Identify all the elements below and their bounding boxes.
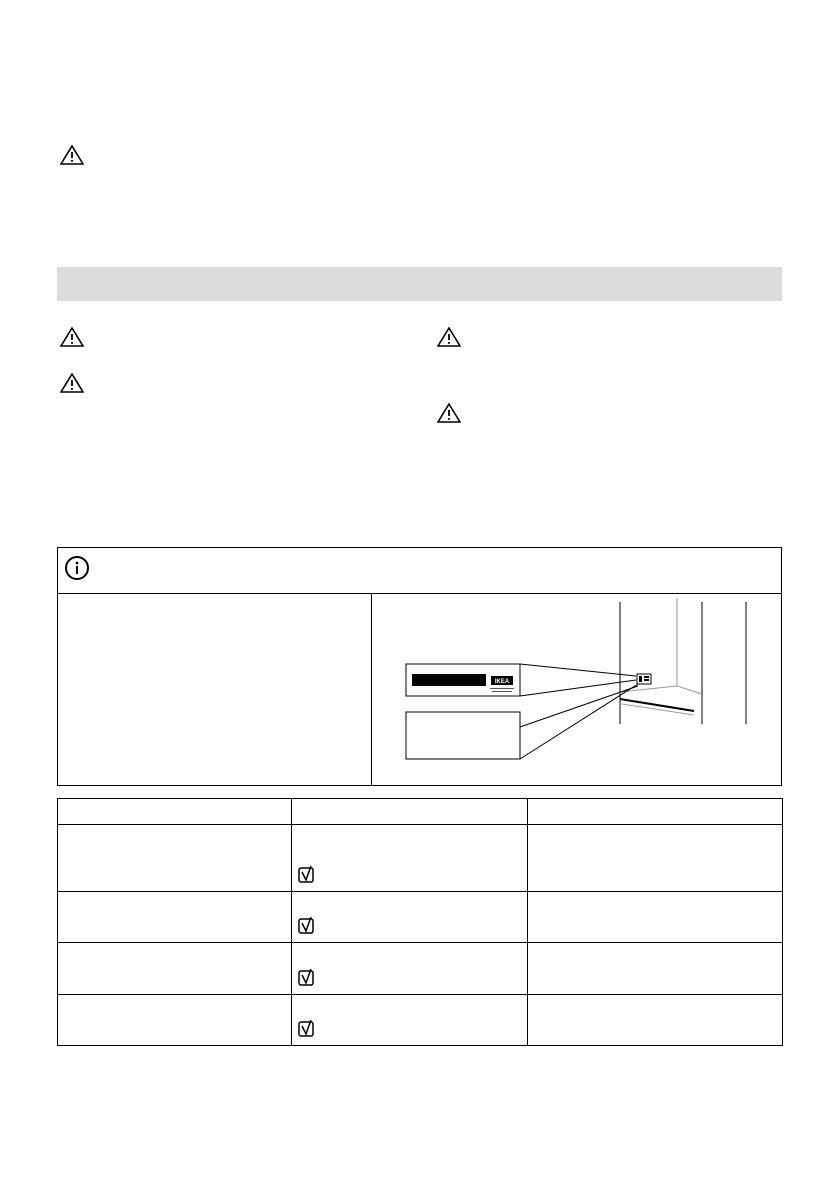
table-header-cell <box>292 799 528 825</box>
table-header-row <box>58 799 783 825</box>
details-table <box>57 798 783 1046</box>
table-cell <box>292 943 528 995</box>
table-cell <box>528 995 783 1046</box>
warning-triangle-icon <box>437 403 461 423</box>
table-row <box>58 825 783 892</box>
table-cell <box>292 995 528 1046</box>
table-cell <box>58 943 292 995</box>
info-box-text-panel <box>58 594 372 785</box>
table-cell <box>292 825 528 892</box>
table-header-cell <box>58 799 292 825</box>
table-cell <box>292 892 528 943</box>
checkbox-checked-icon <box>298 968 316 986</box>
rating-plate-diagram <box>372 594 781 785</box>
checkbox-checked-icon <box>298 1019 316 1037</box>
table-cell <box>58 995 292 1046</box>
ikea-logo-text: IKEA <box>494 679 510 685</box>
table-cell <box>58 825 292 892</box>
section-header-bar <box>57 267 782 301</box>
warning-triangle-icon <box>60 145 84 165</box>
table-cell <box>528 943 783 995</box>
table-cell <box>528 892 783 943</box>
table-row <box>58 892 783 943</box>
checkbox-checked-icon <box>298 865 316 883</box>
info-box-header <box>58 548 781 594</box>
info-box <box>57 547 782 786</box>
rating-plate-location-diagram <box>372 594 781 785</box>
table-row <box>58 995 783 1046</box>
warning-triangle-icon <box>437 327 461 347</box>
checkbox-checked-icon <box>298 916 316 934</box>
table-header-cell <box>528 799 783 825</box>
info-circle-icon <box>64 555 90 581</box>
warning-triangle-icon <box>60 373 84 393</box>
table-row <box>58 943 783 995</box>
warning-triangle-icon <box>60 327 84 347</box>
table-cell <box>528 825 783 892</box>
table-cell <box>58 892 292 943</box>
